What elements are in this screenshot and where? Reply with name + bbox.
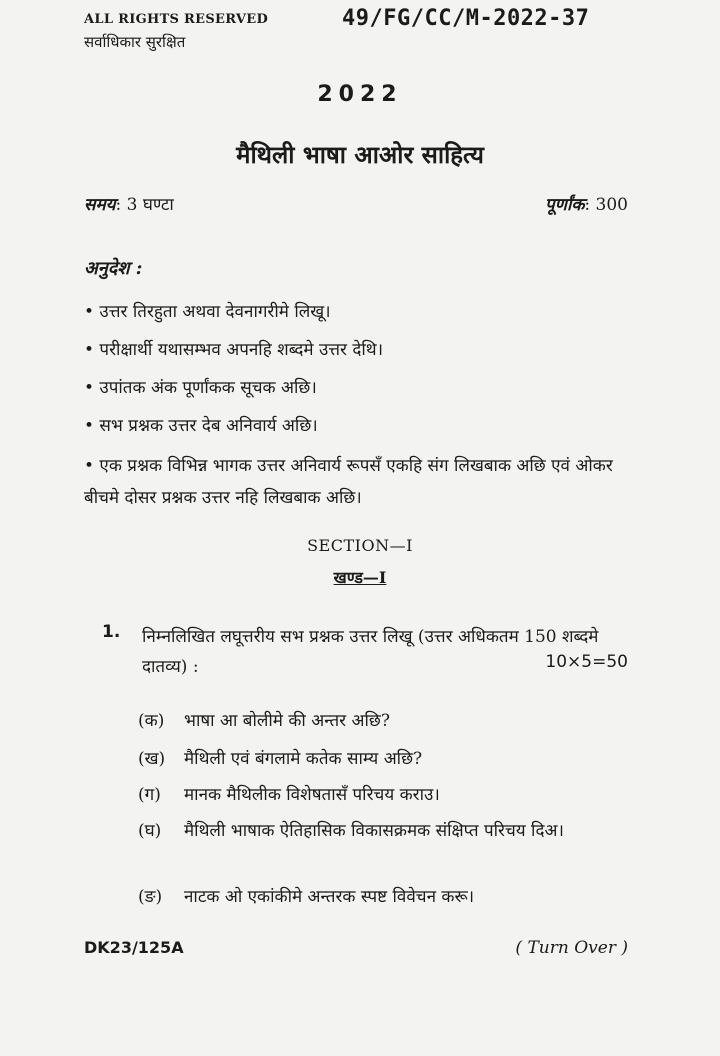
time-label: समय: [84, 195, 116, 215]
rights-reserved-en: ALL RIGHTS RESERVED: [84, 12, 269, 27]
marks-label: पूर्णांक: [545, 195, 585, 215]
section-heading-en: SECTION—I: [307, 536, 413, 555]
footer-code: DK23/125A: [84, 938, 184, 957]
instruction-item: • उत्तर तिरहुता अथवा देवनागरीमे लिखू।: [84, 302, 331, 322]
sub-question: [138, 882, 608, 912]
sub-question-label: (ङ): [138, 887, 163, 907]
instruction-item: • एक प्रश्नक विभिन्न भागक उत्तर अनिवार्य रूपसँ एकहि संग लिखबाक अछि एवं ओकर बीचमे दोसर प्रश्नक उत्तर नहि लिखबाक अछि।: [84, 456, 613, 508]
exam-year: 2022: [317, 82, 403, 107]
marks-value: : 300: [584, 195, 628, 215]
question-marks: 10×5=50: [545, 652, 628, 672]
turn-over: ( Turn Over ): [515, 938, 628, 958]
section-heading-hi-text: खण्ड—I: [333, 568, 387, 587]
instruction-item: • परीक्षार्थी यथासम्भव अपनहि शब्दमे उत्तर देथि।: [84, 340, 384, 360]
full-marks: [545, 192, 628, 215]
sub-question: [138, 816, 608, 846]
question-text: निम्नलिखित लघूत्तरीय सभ प्रश्नक उत्तर लिखू (उत्तर अधिकतम 150 शब्दमे दातव्य) :: [142, 627, 599, 677]
sub-question-label: (ख): [138, 749, 166, 769]
instructions-heading: अनुदेश :: [84, 258, 143, 279]
sub-question-text: नाटक ओ एकांकीमे अन्तरक स्पष्ट विवेचन करू।: [184, 887, 475, 907]
sub-question-label: (घ): [138, 821, 162, 841]
section-heading-hi: [0, 566, 720, 588]
time-allowed: [84, 192, 174, 215]
sub-question-text: मैथिली एवं बंगलामे कतेक साम्य अछि?: [184, 749, 423, 769]
sub-question-label: (क): [138, 711, 165, 731]
sub-question-label: (ग): [138, 785, 161, 805]
question-number: 1.: [102, 622, 121, 642]
sub-question: [138, 706, 608, 736]
sub-question-text: मानक मैथिलीक विशेषतासँ परिचय कराउ।: [184, 785, 440, 805]
paper-code: 49/FG/CC/M-2022-37: [342, 6, 590, 31]
sub-question: [138, 744, 608, 774]
sub-question-text: भाषा आ बोलीमे की अन्तर अछि?: [184, 711, 390, 731]
sub-question: [138, 780, 608, 810]
instruction-item: • सभ प्रश्नक उत्तर देब अनिवार्य अछि।: [84, 416, 318, 436]
sub-question-text: मैथिली भाषाक ऐतिहासिक विकासक्रमक संक्षिप्त परिचय दिअ।: [184, 821, 564, 841]
instruction-item: • उपांतक अंक पूर्णांकक सूचक अछि।: [84, 378, 317, 398]
rights-reserved-hi: सर्वाधिकार सुरक्षित: [84, 33, 186, 51]
time-value: : 3 घण्टा: [115, 195, 174, 215]
paper-title: मैथिली भाषा आओर साहित्य: [236, 140, 484, 169]
